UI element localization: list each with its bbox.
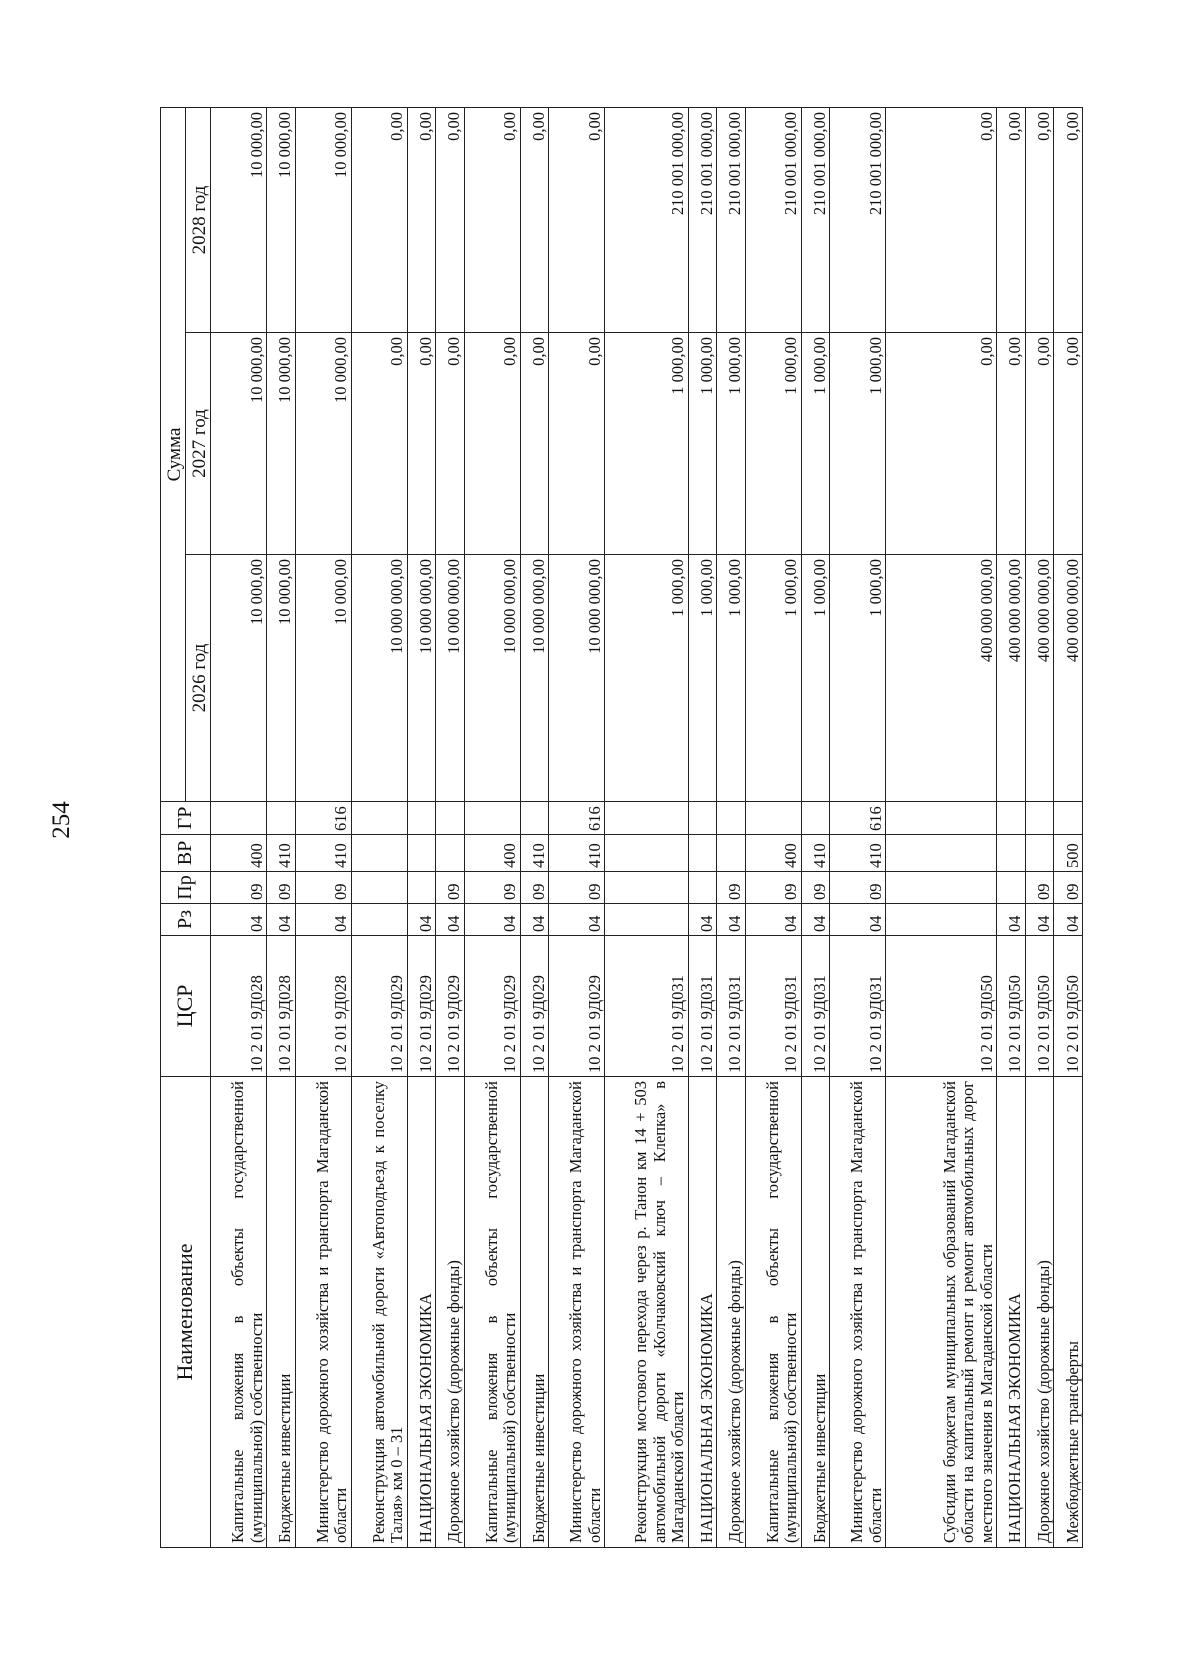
row-amount-2027: 10 000,00 [211,333,267,555]
row-gr [997,802,1026,835]
row-amount-2026: 1 000,00 [717,555,746,802]
row-amount-2026: 10 000 000,00 [351,555,407,802]
table-row [717,108,746,1548]
row-rz: 04 [295,904,351,936]
row-pr [886,872,997,904]
row-amount-2027: 1 000,00 [801,333,830,555]
row-amount-2026: 10 000 000,00 [464,555,520,802]
row-rz: 04 [830,904,886,936]
row-amount-2027: 0,00 [1054,333,1083,555]
row-name: НАЦИОНАЛЬНАЯ ЭКОНОМИКА [407,1077,436,1548]
row-amount-2028: 0,00 [1025,108,1054,333]
row-gr [436,802,465,835]
row-amount-2026: 10 000 000,00 [549,555,605,802]
row-amount-2026: 10 000 000,00 [436,555,465,802]
row-vr [717,835,746,872]
table-row [407,108,436,1548]
table-row [211,108,267,1548]
row-amount-2027: 0,00 [549,333,605,555]
budget-table [160,107,1083,1548]
row-amount-2027: 1 000,00 [830,333,886,555]
row-vr [688,835,717,872]
row-amount-2026: 1 000,00 [801,555,830,802]
row-gr: 616 [295,802,351,835]
row-vr [407,835,436,872]
row-rz: 04 [436,904,465,936]
page-number: 254 [48,801,75,839]
row-pr [688,872,717,904]
row-csr: 10 2 01 9Д031 [801,936,830,1077]
table-row [267,108,296,1548]
row-pr [351,872,407,904]
row-amount-2027: 1 000,00 [605,333,688,555]
row-pr [605,872,688,904]
row-name: НАЦИОНАЛЬНАЯ ЭКОНОМИКА [688,1077,717,1548]
row-amount-2026: 400 000 000,00 [1025,555,1054,802]
row-vr: 500 [1054,835,1083,872]
header-rz: Рз [161,904,211,936]
header-sum: Сумма [161,108,186,802]
row-csr: 10 2 01 9Д029 [520,936,549,1077]
row-name: Министерство дорожного хозяйства и транспорта Магаданской области [549,1077,605,1548]
row-name: Бюджетные инвестиции [520,1077,549,1548]
row-csr: 10 2 01 9Д028 [211,936,267,1077]
row-amount-2026: 400 000 000,00 [1054,555,1083,802]
row-amount-2028: 210 001 000,00 [830,108,886,333]
row-amount-2026: 1 000,00 [745,555,801,802]
row-amount-2028: 10 000,00 [295,108,351,333]
rotated-table-container [160,108,1083,1548]
table-body [211,108,1083,1548]
row-name: Капитальные вложения в объекты государственной (муниципальной) собственности [745,1077,801,1548]
row-gr [801,802,830,835]
row-pr: 09 [717,872,746,904]
row-amount-2028: 0,00 [407,108,436,333]
row-amount-2028: 0,00 [436,108,465,333]
row-csr: 10 2 01 9Д050 [1025,936,1054,1077]
row-gr: 616 [830,802,886,835]
table-row [745,108,801,1548]
header-year-2027: 2027 год [186,333,211,555]
row-pr: 09 [295,872,351,904]
row-pr: 09 [745,872,801,904]
row-vr [351,835,407,872]
row-amount-2026: 10 000,00 [211,555,267,802]
row-gr: 616 [549,802,605,835]
row-name: Дорожное хозяйство (дорожные фонды) [436,1077,465,1548]
row-rz: 04 [520,904,549,936]
row-amount-2026: 400 000 000,00 [997,555,1026,802]
table-row [605,108,688,1548]
row-csr: 10 2 01 9Д031 [688,936,717,1077]
row-csr: 10 2 01 9Д050 [886,936,997,1077]
row-amount-2027: 1 000,00 [717,333,746,555]
row-amount-2027: 0,00 [1025,333,1054,555]
row-amount-2027: 0,00 [407,333,436,555]
row-pr: 09 [267,872,296,904]
row-vr: 410 [830,835,886,872]
row-amount-2028: 210 001 000,00 [801,108,830,333]
row-pr: 09 [520,872,549,904]
row-pr [407,872,436,904]
row-rz: 04 [549,904,605,936]
row-gr [1054,802,1083,835]
table-row [830,108,886,1548]
row-name: Капитальные вложения в объекты государственной (муниципальной) собственности [464,1077,520,1548]
row-name: Капитальные вложения в объекты государственной (муниципальной) собственности [211,1077,267,1548]
row-amount-2028: 0,00 [549,108,605,333]
row-name: Министерство дорожного хозяйства и транспорта Магаданской области [295,1077,351,1548]
row-name: Субсидии бюджетам муниципальных образований Магаданской области на капитальный ремонт и ремонт автомобильных дорог местного значения в Магаданской области [886,1077,997,1548]
table-row [520,108,549,1548]
row-amount-2026: 10 000 000,00 [407,555,436,802]
row-vr: 410 [520,835,549,872]
header-year-2026: 2026 год [186,555,211,802]
row-gr [520,802,549,835]
row-rz: 04 [1054,904,1083,936]
row-vr: 410 [549,835,605,872]
row-gr [886,802,997,835]
row-csr: 10 2 01 9Д029 [436,936,465,1077]
row-pr: 09 [830,872,886,904]
row-csr: 10 2 01 9Д029 [549,936,605,1077]
row-rz: 04 [211,904,267,936]
row-csr: 10 2 01 9Д050 [997,936,1026,1077]
row-rz: 04 [688,904,717,936]
row-name: Дорожное хозяйство (дорожные фонды) [1025,1077,1054,1548]
row-rz: 04 [801,904,830,936]
row-gr [1025,802,1054,835]
table-row [997,108,1026,1548]
row-rz: 04 [1025,904,1054,936]
row-amount-2026: 10 000,00 [295,555,351,802]
row-gr [407,802,436,835]
row-gr [464,802,520,835]
row-name: НАЦИОНАЛЬНАЯ ЭКОНОМИКА [997,1077,1026,1548]
table-row [886,108,997,1548]
row-rz: 04 [267,904,296,936]
row-amount-2028: 0,00 [997,108,1026,333]
header-csr: ЦСР [161,936,211,1077]
row-amount-2028: 0,00 [1054,108,1083,333]
row-amount-2026: 1 000,00 [830,555,886,802]
row-csr: 10 2 01 9Д031 [717,936,746,1077]
row-csr: 10 2 01 9Д031 [605,936,688,1077]
row-amount-2027: 0,00 [520,333,549,555]
header-year-2028: 2028 год [186,108,211,333]
row-vr [605,835,688,872]
row-amount-2027: 0,00 [351,333,407,555]
row-gr [745,802,801,835]
row-gr [605,802,688,835]
table-row [688,108,717,1548]
row-vr: 410 [267,835,296,872]
row-pr: 09 [211,872,267,904]
row-name: Дорожное хозяйство (дорожные фонды) [717,1077,746,1548]
row-amount-2026: 400 000 000,00 [886,555,997,802]
row-csr: 10 2 01 9Д029 [351,936,407,1077]
table-row [1025,108,1054,1548]
row-pr: 09 [549,872,605,904]
row-amount-2026: 10 000 000,00 [520,555,549,802]
row-pr: 09 [801,872,830,904]
row-pr: 09 [1054,872,1083,904]
row-amount-2028: 0,00 [351,108,407,333]
table-row [464,108,520,1548]
header-pr: Пр [161,872,211,904]
row-rz [351,904,407,936]
row-amount-2028: 210 001 000,00 [717,108,746,333]
row-amount-2028: 210 001 000,00 [688,108,717,333]
row-csr: 10 2 01 9Д028 [267,936,296,1077]
header-gr: ГР [161,802,211,835]
row-rz: 04 [745,904,801,936]
row-amount-2028: 210 001 000,00 [605,108,688,333]
row-rz [605,904,688,936]
row-amount-2028: 210 001 000,00 [745,108,801,333]
row-rz: 04 [717,904,746,936]
row-gr [211,802,267,835]
row-csr: 10 2 01 9Д031 [830,936,886,1077]
row-name: Бюджетные инвестиции [801,1077,830,1548]
row-csr: 10 2 01 9Д031 [745,936,801,1077]
row-vr [1025,835,1054,872]
row-name: Межбюджетные трансферты [1054,1077,1083,1548]
row-rz: 04 [407,904,436,936]
row-gr [688,802,717,835]
table-row [295,108,351,1548]
row-vr: 400 [211,835,267,872]
row-gr [267,802,296,835]
row-amount-2027: 0,00 [436,333,465,555]
row-pr: 09 [464,872,520,904]
row-name: Министерство дорожного хозяйства и транспорта Магаданской области [830,1077,886,1548]
row-amount-2028: 0,00 [464,108,520,333]
row-csr: 10 2 01 9Д028 [295,936,351,1077]
row-amount-2028: 0,00 [520,108,549,333]
row-gr [351,802,407,835]
row-amount-2027: 0,00 [464,333,520,555]
table-row [801,108,830,1548]
row-pr: 09 [1025,872,1054,904]
row-vr [997,835,1026,872]
row-amount-2027: 1 000,00 [745,333,801,555]
row-name: Реконструкция мостового перехода через р. Танон км 14 + 503 автомобильной дороги «Колчаковский ключ – Клепка» в Магаданской области [605,1077,688,1548]
row-name: Бюджетные инвестиции [267,1077,296,1548]
row-amount-2028: 10 000,00 [211,108,267,333]
row-rz: 04 [464,904,520,936]
table-row [1054,108,1083,1548]
row-pr [997,872,1026,904]
row-csr: 10 2 01 9Д029 [407,936,436,1077]
row-amount-2027: 1 000,00 [688,333,717,555]
row-pr: 09 [436,872,465,904]
row-vr [436,835,465,872]
row-rz: 04 [997,904,1026,936]
row-rz [886,904,997,936]
header-vr: ВР [161,835,211,872]
row-amount-2027: 10 000,00 [295,333,351,555]
row-amount-2027: 0,00 [997,333,1026,555]
row-amount-2028: 0,00 [886,108,997,333]
row-vr: 410 [295,835,351,872]
row-amount-2026: 10 000,00 [267,555,296,802]
table-row [436,108,465,1548]
table-row [549,108,605,1548]
row-csr: 10 2 01 9Д050 [1054,936,1083,1077]
row-csr: 10 2 01 9Д029 [464,936,520,1077]
row-gr [717,802,746,835]
row-name: Реконструкция автомобильной дороги «Автоподъезд к поселку Талая» км 0 – 31 [351,1077,407,1548]
row-vr: 400 [745,835,801,872]
header-name: Наименование [161,1077,211,1548]
table-row [351,108,407,1548]
row-amount-2027: 0,00 [886,333,997,555]
row-amount-2027: 10 000,00 [267,333,296,555]
row-amount-2026: 1 000,00 [605,555,688,802]
row-vr: 400 [464,835,520,872]
row-amount-2026: 1 000,00 [688,555,717,802]
row-amount-2028: 10 000,00 [267,108,296,333]
row-vr: 410 [801,835,830,872]
row-vr [886,835,997,872]
